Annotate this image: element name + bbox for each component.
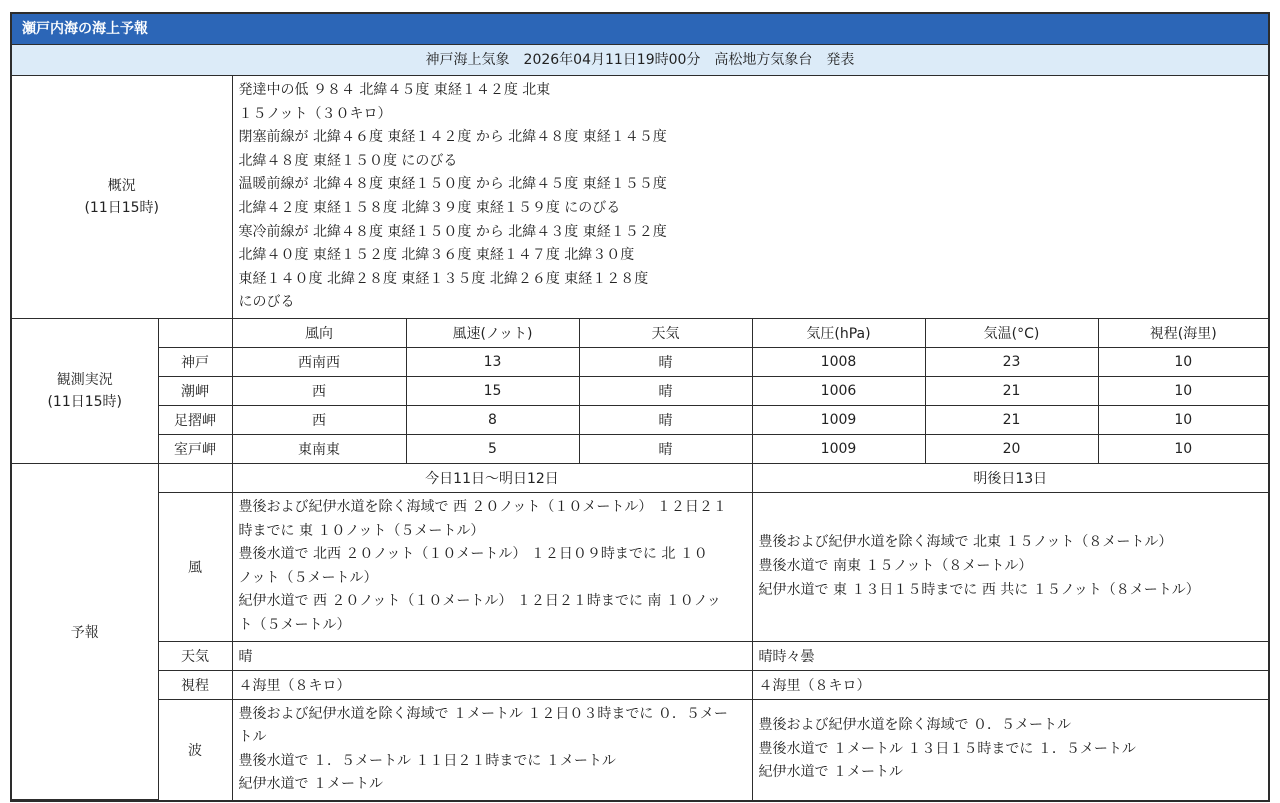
overview-line: １５ノット（３０キロ） — [238, 105, 392, 122]
visibility-value: 10 — [1098, 405, 1268, 434]
temp-value: 21 — [925, 405, 1098, 434]
visibility-value: 10 — [1098, 434, 1268, 463]
marine-forecast-panel — [10, 12, 1270, 802]
station-name: 潮岬 — [158, 376, 232, 405]
overview-line: 北緯４８度 東経１５０度 にのびる — [238, 152, 458, 169]
wave-p2-line: 豊後および紀伊水道を除く海域で ０．５メートル — [758, 717, 1071, 734]
wave-p1-line: トル — [238, 729, 267, 746]
period-day-after: 明後日13日 — [752, 463, 1268, 492]
wave-p2-line: 豊後水道で １メートル １３日１５時までに １．５メートル — [758, 740, 1136, 757]
wind-p1-line: 紀伊水道で 西 ２０ノット（１０メートル） １２日２１時までに 南 １０ノッ — [238, 593, 721, 610]
wind-p1-line: ト（５メートル） — [238, 616, 351, 633]
table-row — [12, 347, 1268, 376]
weather-value: 晴 — [579, 347, 752, 376]
wind-p1 — [232, 492, 752, 641]
wind-dir-value: 西南西 — [232, 347, 406, 376]
overview-line: にのびる — [238, 294, 295, 311]
wind-p1-line: 豊後および紀伊水道を除く海域で 西 ２０ノット（１０メートル） １２日２１ — [238, 498, 727, 515]
wind-p1-line: 時までに 東 １０ノット（５メートル） — [238, 522, 485, 539]
overview-line: 発達中の低 ９８４ 北緯４５度 東経１４２度 北東 — [238, 82, 551, 98]
header-wind-dir: 風向 — [232, 318, 406, 347]
pressure-value: 1006 — [752, 376, 925, 405]
visibility-p2: ４海里（８キロ） — [752, 670, 1268, 699]
pressure-value: 1008 — [752, 347, 925, 376]
issue-info: 神戸海上気象 2026年04月11日19時00分 高松地方気象台 発表 — [12, 45, 1268, 76]
wind-p1-line: 豊後水道で 北西 ２０ノット（１０メートル） １２日０９時までに 北 １０ — [238, 546, 708, 563]
table-row — [12, 376, 1268, 405]
weather-value: 晴 — [579, 376, 752, 405]
wave-p2 — [752, 699, 1268, 800]
period-today: 今日11日〜明日12日 — [232, 463, 752, 492]
visibility-label: 視程 — [158, 670, 232, 699]
observation-label-cell — [12, 318, 158, 463]
temp-value: 23 — [925, 347, 1098, 376]
weather-p2: 晴時々曇 — [752, 641, 1268, 670]
weather-value: 晴 — [579, 434, 752, 463]
forecast-period-row — [12, 463, 1268, 492]
temp-value: 21 — [925, 376, 1098, 405]
table-row — [12, 434, 1268, 463]
overview-text — [232, 76, 1268, 318]
forecast-visibility-row — [12, 670, 1268, 699]
wave-p1-line: 豊後水道で １．５メートル １１日２１時までに １メートル — [238, 752, 616, 769]
header-wind-speed: 風速(ノット) — [406, 318, 579, 347]
pressure-value: 1009 — [752, 434, 925, 463]
overview-line: 東経１４０度 北緯２８度 東経１３５度 北緯２６度 東経１２８度 — [238, 270, 649, 287]
wind-p2-line: 豊後水道で 南東 １５ノット（８メートル） — [758, 557, 1033, 574]
wave-p1-line: 紀伊水道で １メートル — [238, 776, 383, 793]
overview-line: 北緯４２度 東経１５８度 北緯３９度 東経１５９度 にのびる — [238, 199, 621, 216]
wind-p2-line: 紀伊水道で 東 １３日１５時までに 西 共に １５ノット（８メートル） — [758, 581, 1200, 598]
station-name: 足摺岬 — [158, 405, 232, 434]
wind-dir-value: 西 — [232, 376, 406, 405]
station-name: 神戸 — [158, 347, 232, 376]
wind-p1-line: ノット（５メートル） — [238, 569, 378, 586]
wind-speed-value: 8 — [406, 405, 579, 434]
overview-line: 温暖前線が 北緯４８度 東経１５０度 から 北緯４５度 東経１５５度 — [238, 176, 667, 193]
weather-label: 天気 — [158, 641, 232, 670]
period-blank — [158, 463, 232, 492]
overview-row — [12, 76, 1268, 318]
header-temp: 気温(°C) — [925, 318, 1098, 347]
visibility-p1: ４海里（８キロ） — [232, 670, 752, 699]
wave-label: 波 — [158, 699, 232, 800]
forecast-wave-row — [12, 699, 1268, 800]
observation-time: (11日15時) — [47, 393, 123, 410]
observation-header-row — [12, 318, 1268, 347]
observation-label: 観測実況 — [56, 371, 113, 388]
header-weather: 天気 — [579, 318, 752, 347]
visibility-value: 10 — [1098, 376, 1268, 405]
wave-p1 — [232, 699, 752, 800]
wind-speed-value: 5 — [406, 434, 579, 463]
wind-speed-value: 15 — [406, 376, 579, 405]
weather-value: 晴 — [579, 405, 752, 434]
wave-p1-line: 豊後および紀伊水道を除く海域で １メートル １２日０３時までに ０．５メー — [238, 705, 728, 722]
header-pressure: 気圧(hPa) — [752, 318, 925, 347]
wave-p2-line: 紀伊水道で １メートル — [758, 764, 903, 781]
forecast-weather-row — [12, 641, 1268, 670]
wind-p2 — [752, 492, 1268, 641]
overview-line: 閉塞前線が 北緯４６度 東経１４２度 から 北緯４８度 東経１４５度 — [238, 129, 667, 146]
overview-line: 北緯４０度 東経１５２度 北緯３６度 東経１４７度 北緯３０度 — [238, 247, 635, 264]
visibility-value: 10 — [1098, 347, 1268, 376]
wind-dir-value: 西 — [232, 405, 406, 434]
forecast-wind-row — [12, 492, 1268, 641]
page-title: 瀬戸内海の海上予報 — [12, 14, 1268, 45]
pressure-value: 1009 — [752, 405, 925, 434]
wind-p2-line: 豊後および紀伊水道を除く海域で 北東 １５ノット（８メートル） — [758, 534, 1173, 551]
wind-speed-value: 13 — [406, 347, 579, 376]
overview-line: 寒冷前線が 北緯４８度 東経１５０度 から 北緯４３度 東経１５２度 — [238, 223, 667, 240]
overview-time: (11日15時) — [84, 199, 160, 216]
weather-p1: 晴 — [232, 641, 752, 670]
header-visibility: 視程(海里) — [1098, 318, 1268, 347]
overview-label: 概況 — [107, 177, 136, 194]
overview-label-cell — [12, 76, 232, 318]
station-name: 室戸岬 — [158, 434, 232, 463]
header-blank — [158, 318, 232, 347]
temp-value: 20 — [925, 434, 1098, 463]
forecast-table — [12, 76, 1268, 800]
wind-dir-value: 東南東 — [232, 434, 406, 463]
wind-label: 風 — [158, 492, 232, 641]
table-row — [12, 405, 1268, 434]
forecast-label: 予報 — [12, 463, 158, 799]
